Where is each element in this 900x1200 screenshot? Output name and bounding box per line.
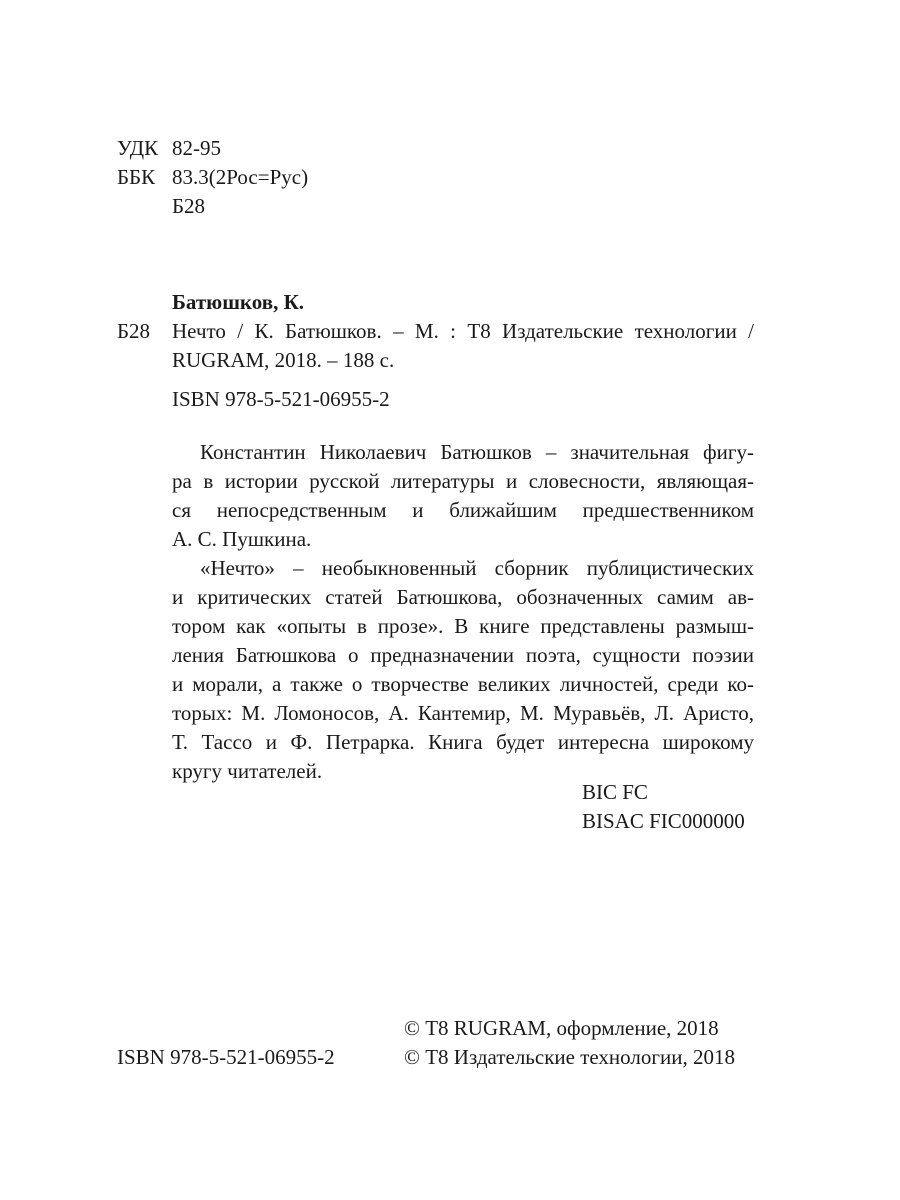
author-heading: Батюшков, К. (172, 290, 305, 314)
annotation-p2-line: кругу читателей. (172, 759, 323, 783)
record-isbn: ISBN 978-5-521-06955-2 (172, 387, 390, 411)
udk-value: 82-95 (172, 136, 221, 160)
annotation-p2-line: и морали, а также о творчестве великих личностей, среди ко- (172, 672, 754, 696)
annotation-p1-line: Константин Николаевич Батюшков – значительная фигу- (200, 440, 754, 464)
annotation-p2-line: ления Батюшкова о предназначении поэта, сущности поэзии (172, 643, 754, 667)
udk-label: УДК (117, 136, 159, 160)
bbk-value: 83.3(2Рос=Рус) (172, 165, 309, 189)
bisac-code: BISAC FIC000000 (582, 809, 745, 833)
author-mark: Б28 (172, 194, 206, 218)
copyright-design: © Т8 RUGRAM, оформление, 2018 (404, 1016, 719, 1040)
copyright-publisher: © Т8 Издательские технологии, 2018 (404, 1045, 735, 1069)
annotation-p1-line: А. С. Пушкина. (172, 527, 312, 551)
annotation-p2-line: тором как «опыты в прозе». В книге представлены размыш- (172, 614, 754, 638)
annotation-p2-line: и критических статей Батюшкова, обозначенных самим ав- (172, 585, 754, 609)
annotation-p2-line: Т. Тассо и Ф. Петрарка. Книга будет интересна широкому (172, 730, 754, 754)
record-line-1: Нечто / К. Батюшков. – М. : Т8 Издательские технологии / (172, 319, 754, 343)
annotation-p1-line: ся непосредственным и ближайшим предшественником (172, 498, 754, 522)
bic-code: BIC FC (582, 780, 648, 804)
annotation-p2-line: торых: М. Ломоносов, А. Кантемир, М. Муравьёв, Л. Аристо, (172, 701, 754, 725)
bbk-label: ББК (117, 165, 156, 189)
record-line-2: RUGRAM, 2018. – 188 с. (172, 348, 395, 372)
annotation-p1-line: ра в истории русской литературы и словесности, являющая- (172, 469, 754, 493)
annotation-p2-line: «Нечто» – необыкновенный сборник публицистических (200, 556, 754, 580)
author-mark-left: Б28 (117, 319, 151, 343)
footer-isbn: ISBN 978-5-521-06955-2 (117, 1045, 335, 1069)
